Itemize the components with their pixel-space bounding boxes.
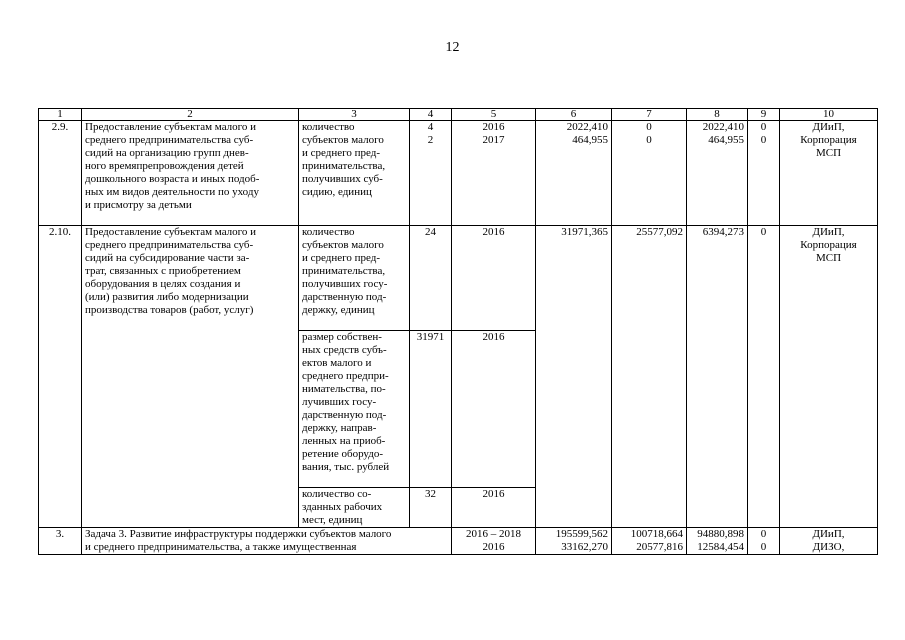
column-header-9: 9 (748, 109, 780, 121)
page-number: 12 (445, 40, 460, 55)
funding-total: 31971,365 (536, 226, 612, 528)
column-header-6: 6 (536, 109, 612, 121)
row-number: 2.10. (39, 226, 82, 528)
year: 2016 (452, 488, 536, 528)
executors: ДИиП, Корпорация МСП (780, 121, 878, 226)
funding-total: 195599,562 33162,270 (536, 528, 612, 555)
year: 2016 – 2018 2016 (452, 528, 536, 555)
year: 2016 (452, 226, 536, 331)
column-header-7: 7 (612, 109, 687, 121)
column-header-8: 8 (687, 109, 748, 121)
funding-col-9: 0 0 (748, 528, 780, 555)
activity-description: Предоставление субъектам малого и среднего предпринимательства суб- сидий на организацию групп днев- ного времяпрепровождения детей дошкольного возраста и иных подоб- ных им видов деятельности по уходу и присмотру за детьми (82, 121, 299, 226)
funding-col-7: 0 0 (612, 121, 687, 226)
executors: ДИиП, Корпорация МСП (780, 226, 878, 528)
indicator-description: количество субъектов малого и среднего пред- принимательства, получивших суб- сидию, единиц (299, 121, 410, 226)
column-header-3: 3 (299, 109, 410, 121)
row-number: 2.9. (39, 121, 82, 226)
funding-col-8: 6394,273 (687, 226, 748, 528)
row-number: 3. (39, 528, 82, 555)
funding-col-8: 2022,410 464,955 (687, 121, 748, 226)
indicator-value: 32 (410, 488, 452, 528)
table-row-2-9 (39, 121, 878, 226)
funding-col-9: 0 (748, 226, 780, 528)
column-header-2: 2 (82, 109, 299, 121)
activity-description: Предоставление субъектам малого и среднего предпринимательства суб- сидий на субсидирование части за- трат, связанных с приобретением оборудования в целях создания и (или) развития либо модернизации производства товаров (работ, услуг) (82, 226, 299, 528)
year: 2016 (452, 331, 536, 488)
indicator-description: количество со- зданных рабочих мест, единиц (299, 488, 410, 528)
table-row-3 (39, 528, 878, 555)
indicator-value: 4 2 (410, 121, 452, 226)
column-header-4: 4 (410, 109, 452, 121)
table-row-2-10 (39, 226, 878, 331)
executors: ДИиП, ДИЗО, (780, 528, 878, 555)
funding-col-7: 100718,664 20577,816 (612, 528, 687, 555)
program-activities-table (38, 108, 878, 555)
task-description: Задача 3. Развитие инфраструктуры поддержки субъектов малого и среднего предпринимательства, а также имущественная (82, 528, 452, 555)
column-header-5: 5 (452, 109, 536, 121)
indicator-value: 31971 (410, 331, 452, 488)
funding-total: 2022,410 464,955 (536, 121, 612, 226)
column-number-row (39, 109, 878, 121)
indicator-description: размер собствен- ных средств субъ- ектов малого и среднего предпри- нимательства, по- лучивших госу- дарственную под- держку, направ- ленных на приоб- ретение оборудо- вания, тыс. рублей (299, 331, 410, 488)
funding-col-7: 25577,092 (612, 226, 687, 528)
indicator-value: 24 (410, 226, 452, 331)
funding-col-9: 0 0 (748, 121, 780, 226)
indicator-description: количество субъектов малого и среднего пред- принимательства, получивших госу- дарственную под- держку, единиц (299, 226, 410, 331)
funding-col-8: 94880,898 12584,454 (687, 528, 748, 555)
column-header-10: 10 (780, 109, 878, 121)
year: 2016 2017 (452, 121, 536, 226)
column-header-1: 1 (39, 109, 82, 121)
